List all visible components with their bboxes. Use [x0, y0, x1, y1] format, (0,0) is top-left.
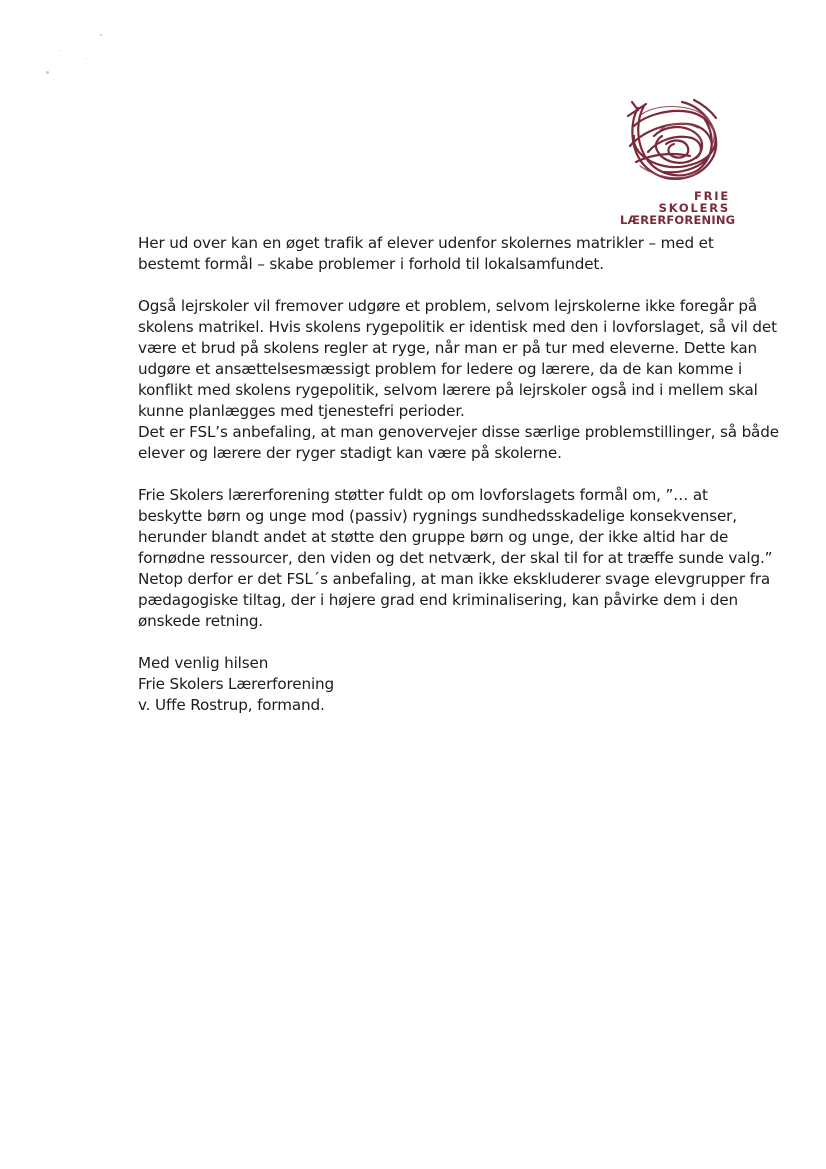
organization-logo — [620, 96, 736, 227]
text-line: skolens matrikel. Hvis skolens rygepolitik er identisk med den i lovforslaget, så vil det — [138, 318, 777, 336]
text-line: fornødne ressourcer, den viden og det netværk, der skal til for at træffe sunde valg.” — [138, 549, 773, 567]
scribble-orbit-logo-icon — [624, 96, 722, 188]
logo-name-line-1: FRIE SKOLERS — [658, 189, 730, 215]
text-line: bestemt formål – skabe problemer i forhold til lokalsamfundet. — [138, 255, 604, 273]
text-line: kunne planlægges med tjenestefri perioder. — [138, 402, 465, 420]
logo-name-line-2: LÆRERFORENING — [620, 213, 736, 227]
paragraph-1 — [138, 233, 738, 275]
logo-wordmark — [620, 189, 736, 227]
text-line: herunder blandt andet at støtte den gruppe børn og unge, der ikke altid har de — [138, 528, 729, 546]
text-line: konflikt med skolens rygepolitik, selvom lærere på lejrskoler også ind i mellem skal — [138, 381, 758, 399]
paragraph-4 — [138, 485, 773, 632]
scan-speck — [86, 58, 87, 59]
text-line: Netop derfor er det FSL´s anbefaling, at man ikke ekskluderer svage elevgrupper fra — [138, 570, 771, 588]
text-line: ønskede retning. — [138, 612, 263, 630]
text-line: Frie Skolers lærerforening støtter fuldt op om lovforslagets formål om, ”… at — [138, 486, 708, 504]
scan-speck — [100, 34, 102, 36]
text-line: udgøre et ansættelsesmæssigt problem for ledere og lærere, da de kan komme i — [138, 360, 743, 378]
text-line: Det er FSL’s anbefaling, at man genovervejer disse særlige problemstillinger, så både — [138, 423, 779, 441]
text-line: elever og lærere der ryger stadigt kan være på skolerne. — [138, 444, 562, 462]
signoff-signer: v. Uffe Rostrup, formand. — [138, 696, 325, 714]
letter-signoff — [138, 653, 738, 716]
text-line: Også lejrskoler vil fremover udgøre et problem, selvom lejrskolerne ikke foregår på — [138, 297, 758, 315]
text-line: Her ud over kan en øget trafik af elever udenfor skolernes matrikler – med et — [138, 234, 714, 252]
scan-speck — [60, 50, 61, 51]
signoff-organization: Frie Skolers Lærerforening — [138, 675, 334, 693]
scan-speck — [46, 71, 49, 74]
letter-body — [138, 233, 779, 716]
signoff-greeting: Med venlig hilsen — [138, 654, 269, 672]
text-line: beskytte børn og unge mod (passiv) rygnings sundhedsskadelige konsekvenser, — [138, 507, 737, 525]
text-line: være et brud på skolens regler at ryge, når man er på tur med eleverne. Dette kan — [138, 339, 758, 357]
paragraph-3 — [138, 422, 779, 464]
paragraph-2 — [138, 296, 777, 422]
text-line: pædagogiske tiltag, der i højere grad end kriminalisering, kan påvirke dem i den — [138, 591, 739, 609]
